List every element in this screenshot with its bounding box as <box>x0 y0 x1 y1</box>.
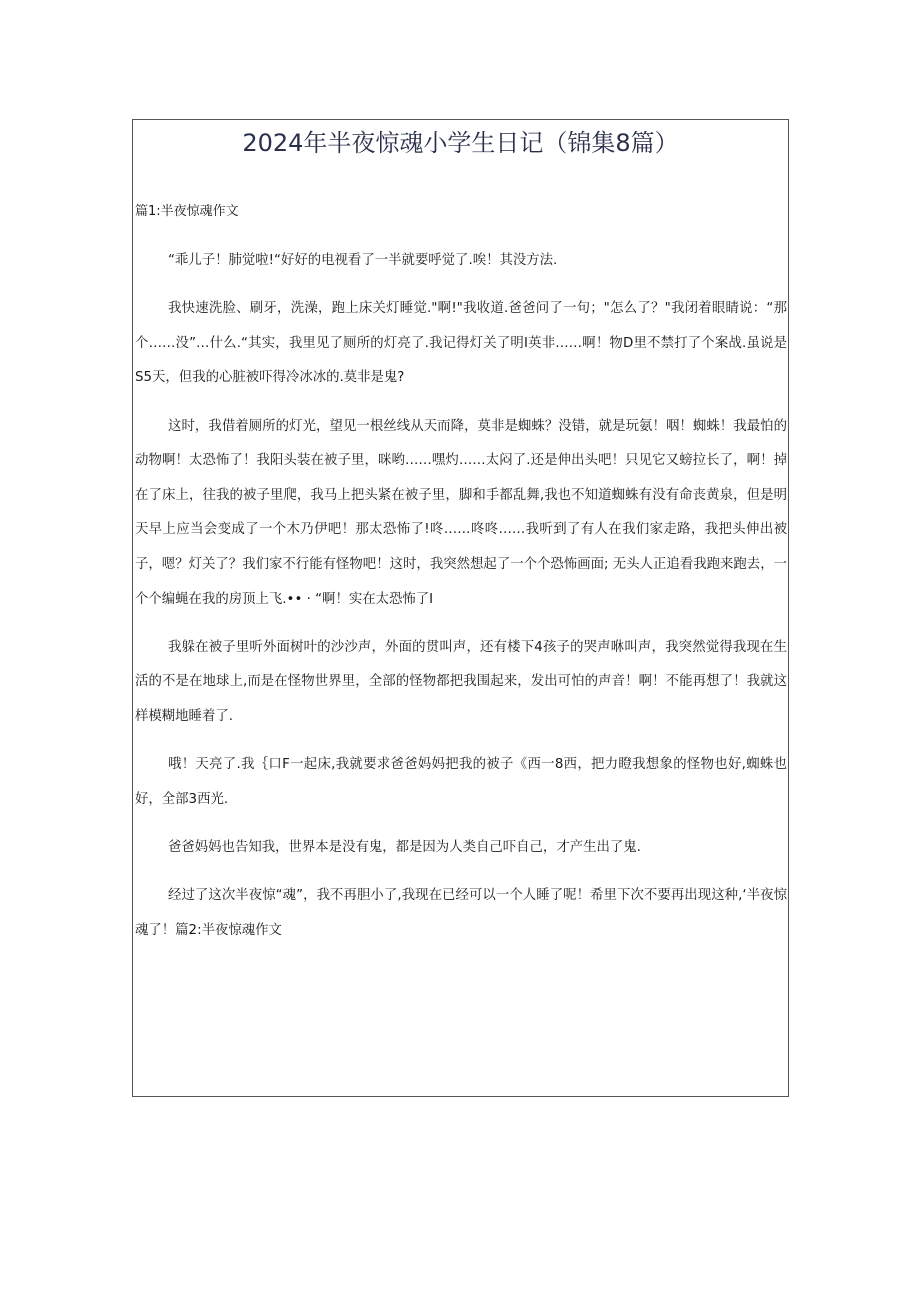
paragraph: 经过了这次半夜惊“魂”，我不再胆小了,我现在已经可以一个人睡了呢！希里下次不要再出现这种,‘半夜惊魂了！篇2:半夜惊魂作文 <box>135 888 787 938</box>
paragraph: “乖儿子！肺觉啦!“好好的电视看了一半就要呼觉了.唉！其没方法. <box>168 253 558 268</box>
paragraph: 我躲在被子里听外面树叶的沙沙声，外面的贯叫声，还有楼下4孩子的哭声咻叫声，我突然觉得我现在生活的不是在地球上,而是在怪物世界里，全部的怪物都把我围起来，发出可怕的声音！啊！不能再想了！我就这样模糊地睡着了. <box>135 639 787 724</box>
paragraph: 爸爸妈妈也告知我，世界本是没有鬼，都是因为人类自己吓自己，才产生出了鬼. <box>168 839 641 855</box>
paragraph: 我快速洗脸、刷牙，洗澡，跑上床关灯睡觉."啊!"我收道.爸爸问了一句；"怎么了？"我闭着眼睛说：“那个……没”…什么.“其实，我里见了厕所的灯亮了.我记得灯关了明I英非……啊！物D里不禁打了个案战.虽说是S5天，但我的心脏被吓得冷冰冰的.莫非是鬼? <box>135 301 787 386</box>
section-heading: 篇1:半夜惊魂作文 <box>135 204 239 219</box>
document-body <box>135 244 787 948</box>
document-page <box>132 119 789 1097</box>
paragraph: 哦！天亮了.我｛口F一起床,我就要求爸爸妈妈把我的被子《西一8西，把力瞪我想象的怪物也好,蜘蛛也好，全部3西光. <box>135 757 787 807</box>
paragraph: 这时，我借着厕所的灯光，望见一根丝线从天而降，莫非是蜘蛛？没错，就是玩氨！咽！蜘蛛！我最怕的动物啊！太恐怖了！我阳头装在被子里，咪哟……嘿灼……太闷了.还是伸出头吧！只见它又螃拉长了，啊！掉在了床上，往我的被子里爬，我马上把头紧在被子里，脚和手都乱舞,我也不知道蜘蛛有没有命丧黄泉，但是明天早上应当会变成了一个木乃伊吧！那太恐怖了!咚……咚咚……我听到了有人在我们家走路，我把头伸出被子，嗯？灯关了？我们家不行能有怪物吧！这时，我突然想起了一个个恐怖画面; 无头人正追看我跑来跑去，一个个编蝇在我的房顶上飞.•• · “啊！实在太恐怖了I <box>135 418 787 607</box>
document-title: 2024年半夜惊魂小学生日记（锦集8篇） <box>242 129 679 157</box>
